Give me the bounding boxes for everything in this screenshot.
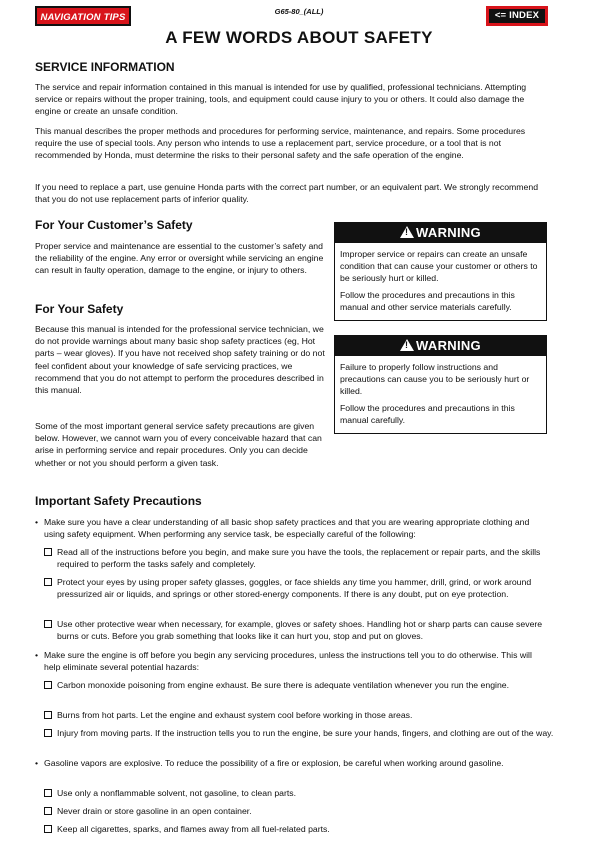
subitem-text: Read all of the instructions before you begin, and make sure you have the tools, the replacement or repair parts, and the skills required to perform the tasks safely and completely. — [57, 547, 541, 570]
navigation-tips-button[interactable]: NAVIGATION TIPS — [35, 6, 131, 26]
precautions-heading: Important Safety Precautions — [35, 494, 202, 508]
bullet-text: Gasoline vapors are explosive. To reduce the possibility of a fire or explosion, be careful when working around gasoline. — [44, 758, 504, 768]
your-safety-heading: For Your Safety — [35, 302, 124, 316]
service-info-paragraph-1: The service and repair information contained in this manual is intended for use by qualified, professional technicians. Attempting service or repairs without the proper training, tools, and equipment could cause injury to you or others. It could also damage the engine or create an unsafe condition. — [35, 82, 527, 117]
warning-instruction: Follow the procedures and precautions in this manual carefully. — [340, 402, 515, 425]
checkbox-square-icon — [44, 711, 52, 719]
warning-instruction: Follow the procedures and precautions in this manual and other service materials carefully. — [340, 289, 515, 312]
checkbox-square-icon — [44, 825, 52, 833]
warning-header — [335, 223, 546, 243]
subitem-text: Never drain or store gasoline in an open container. — [57, 806, 252, 816]
checkbox-square-icon — [44, 578, 52, 586]
bullet-dot: • — [35, 517, 39, 527]
warning-header — [335, 336, 546, 356]
checkbox-square-icon — [44, 789, 52, 797]
bullet-text: Make sure the engine is off before you begin any servicing procedures, unless the instructions tell you to do otherwise. This will help eliminate several potential hazards: — [44, 650, 532, 673]
subitem-text: Keep all cigarettes, sparks, and flames away from all fuel-related parts. — [57, 824, 330, 834]
your-safety-paragraph-2: Some of the most important general service safety precautions are given below. However, we cannot warn you of every conceivable hazard that can arise in performing service and repair procedures. Only you can decide whether or not you should perform a given task. — [35, 421, 322, 468]
warning-title: WARNING — [416, 225, 481, 240]
your-safety-paragraph-1: Because this manual is intended for the professional service technician, we do not provide warnings about many basic shop safety practices (eg, Hot parts – wear gloves). If you have not received shop safety training or do not feel confident about your knowledge of safe servicing practices, we recommend that you do not attempt to perform the procedures described in this manual. — [35, 324, 325, 396]
subitem-text: Burns from hot parts. Let the engine and exhaust system cool before working in those areas. — [57, 710, 413, 720]
warning-box-1 — [334, 222, 547, 321]
subitem-text: Use other protective wear when necessary, for example, gloves or safety shoes. Handling hot or sharp parts can cause severe burns or cuts. Before you grab something that looks like it can hurt you, stop and put on gloves. — [57, 619, 543, 642]
customer-safety-text: Proper service and maintenance are essential to the customer’s safety and the reliability of the engine. Any error or oversight while servicing an engine can result in faulty operation, damage to the engine, or injury to others. — [35, 241, 324, 276]
checkbox-square-icon — [44, 807, 52, 815]
service-info-heading: SERVICE INFORMATION — [35, 60, 175, 74]
checkbox-square-icon — [44, 681, 52, 689]
warning-text: Improper service or repairs can create an unsafe condition that can cause your customer or others to be seriously hurt or killed. — [340, 249, 538, 284]
checkbox-square-icon — [44, 729, 52, 737]
index-button[interactable]: <= INDEX — [486, 6, 548, 26]
warning-title: WARNING — [416, 338, 481, 353]
document-id: G65-80_(ALL) — [274, 7, 324, 16]
warning-box-2 — [334, 335, 547, 434]
bullet-text: Make sure you have a clear understanding of all basic shop safety practices and that you are wearing appropriate clothing and using safety equipment. When performing any service task, be especially careful of the following: — [44, 517, 530, 540]
warning-triangle-icon — [400, 226, 414, 238]
customer-safety-heading: For Your Customer’s Safety — [35, 218, 193, 232]
warning-triangle-icon — [400, 339, 414, 351]
subitem-text: Injury from moving parts. If the instruction tells you to run the engine, be sure your hands, fingers, and clothing are out of the way. — [57, 728, 554, 738]
subitem-text: Use only a nonflammable solvent, not gasoline, to clean parts. — [57, 788, 297, 798]
bullet-dot: • — [35, 758, 39, 768]
subitem-text: Carbon monoxide poisoning from engine exhaust. Be sure there is adequate ventilation whenever you run the engine. — [57, 680, 510, 690]
warning-text: Failure to properly follow instructions and precautions can cause you to be seriously hurt or killed. — [340, 362, 530, 397]
checkbox-square-icon — [44, 548, 52, 556]
subitem-text: Protect your eyes by using proper safety glasses, goggles, or face shields any time you hammer, drill, grind, or work around pressurized air or liquids, and springs or other stored-energy components. If there is any doubt, put on eye protection. — [57, 577, 532, 600]
service-info-paragraph-2: This manual describes the proper methods and procedures for performing service, maintenance, and repairs. Some procedures require the use of special tools. Any person who intends to use a replacement part, service procedure, or a tool that is not recommended by Honda, must determine the risks to their personal safety and the safe operation of the engine. — [35, 126, 526, 161]
bullet-dot: • — [35, 650, 39, 660]
service-info-paragraph-3: If you need to replace a part, use genuine Honda parts with the correct part number, or an equivalent part. We strongly recommend that you do not use replacement parts of inferior quality. — [35, 182, 539, 205]
page-title: A FEW WORDS ABOUT SAFETY — [165, 28, 433, 47]
checkbox-square-icon — [44, 620, 52, 628]
